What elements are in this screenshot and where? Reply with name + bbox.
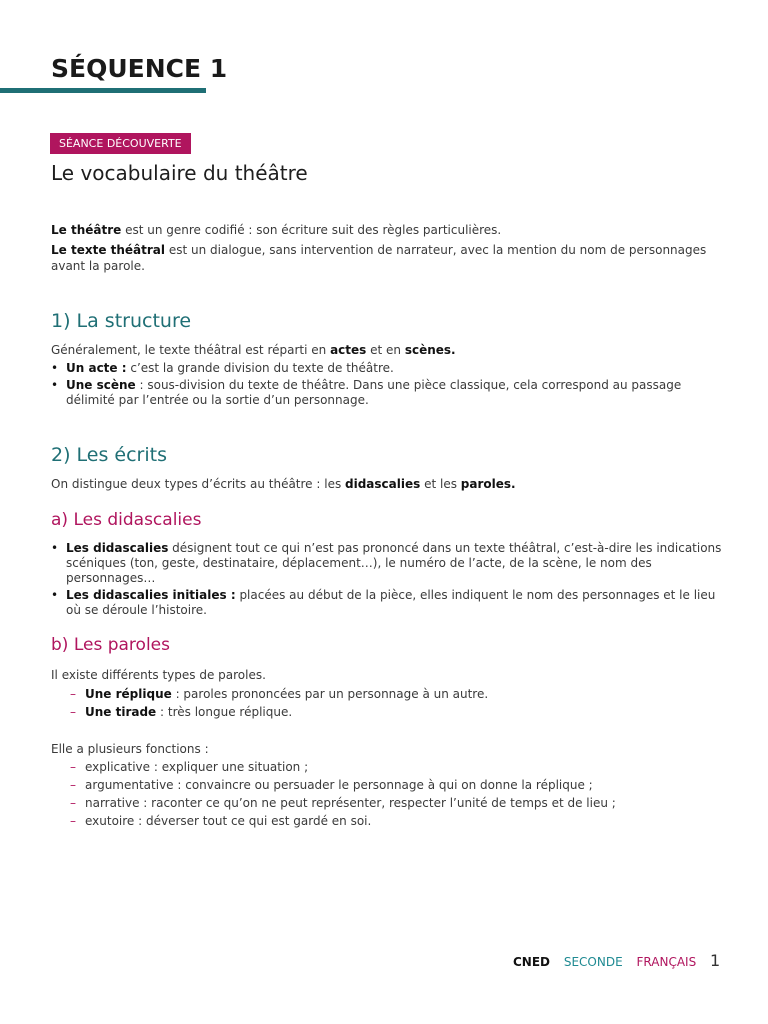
list-item: [70, 777, 730, 793]
dash-icon: –: [70, 705, 76, 719]
functions-lead: Elle a plusieurs fonctions :: [51, 742, 209, 756]
bullet-icon: •: [51, 541, 59, 555]
dash-icon: –: [70, 796, 76, 810]
item-text: désignent tout ce qui n’est pas prononcé dans un texte théâtral, c’est-à-dire les indications scéniques (ton, geste, destinataire, déplacement…), le numéro de l’acte, de la scène, le nom des personnages…: [66, 541, 722, 585]
list-item: [70, 704, 730, 720]
list-item: [70, 759, 730, 775]
sequence-underline: [0, 88, 206, 93]
section-heading-ecrits: 2) Les écrits: [51, 444, 167, 466]
item-text: : sous-division du texte de théâtre. Dans une pièce classique, cela correspond au passage délimité par l’entrée ou la sortie d’un personnage.: [66, 378, 682, 407]
dash-icon: –: [70, 814, 76, 828]
section-heading-structure: 1) La structure: [51, 310, 192, 332]
item-text: : paroles prononcées par un personnage à un autre.: [171, 687, 489, 701]
paroles-lead: Il existe différents types de paroles.: [51, 668, 266, 682]
structure-lead: [51, 342, 731, 358]
dash-icon: –: [70, 778, 76, 792]
list-item: [51, 361, 731, 376]
item-text: narrative : raconter ce qu’on ne peut représenter, respecter l’unité de temps et de lieu ;: [85, 796, 616, 810]
session-badge: SÉANCE DÉCOUVERTE: [50, 133, 191, 154]
intro-term: Le théâtre: [51, 223, 122, 237]
intro-term: Le texte théâtral: [51, 243, 166, 257]
lead-text: et les: [420, 477, 461, 491]
sequence-title: SÉQUENCE 1: [51, 54, 228, 83]
item-text: exutoire : déverser tout ce qui est gardé en soi.: [85, 814, 372, 828]
lead-text: et en: [366, 343, 405, 357]
item-text: argumentative : convaincre ou persuader le personnage à qui on donne la réplique ;: [85, 778, 593, 792]
lead-term: paroles.: [460, 477, 516, 491]
ecrits-lead: [51, 476, 731, 492]
item-text: explicative : expliquer une situation ;: [85, 760, 309, 774]
page-title: Le vocabulaire du théâtre: [51, 161, 308, 185]
dash-icon: –: [70, 760, 76, 774]
item-term: Les didascalies initiales :: [66, 588, 236, 602]
item-term: Une scène: [66, 378, 136, 392]
list-item: [51, 588, 731, 618]
intro-paragraph-1: [51, 222, 731, 238]
lead-term: scènes.: [404, 343, 456, 357]
item-term: Une réplique: [85, 687, 172, 701]
lead-text: Généralement, le texte théâtral est réparti en: [51, 343, 331, 357]
item-term: Les didascalies: [66, 541, 169, 555]
item-text: : très longue réplique.: [156, 705, 293, 719]
item-text: placées au début de la pièce, elles indiquent le nom des personnages et le lieu où se déroule l’histoire.: [66, 588, 716, 617]
dash-icon: –: [70, 687, 76, 701]
lead-term: actes: [330, 343, 367, 357]
lead-text: On distingue deux types d’écrits au théâtre : les: [51, 477, 346, 491]
footer-level: SECONDE: [563, 955, 623, 969]
list-item: [51, 541, 731, 586]
footer-org: CNED: [513, 955, 551, 969]
intro-text: est un dialogue, sans intervention de narrateur, avec la mention du nom de personnages avant la parole.: [51, 243, 707, 273]
list-item: [51, 378, 731, 408]
page-footer: [513, 951, 730, 970]
item-text: c’est la grande division du texte de théâtre.: [126, 361, 394, 375]
bullet-icon: •: [51, 588, 59, 602]
item-term: Un acte :: [66, 361, 127, 375]
bullet-icon: •: [51, 361, 59, 375]
footer-subject: FRANÇAIS: [636, 955, 697, 969]
subsection-heading-paroles: b) Les paroles: [51, 635, 170, 655]
intro-paragraph-2: [51, 242, 731, 274]
list-item: [70, 813, 730, 829]
list-item: [70, 686, 730, 702]
bullet-icon: •: [51, 378, 59, 392]
lead-term: didascalies: [345, 477, 421, 491]
intro-text: est un genre codifié : son écriture suit des règles particulières.: [121, 223, 502, 237]
item-term: Une tirade: [85, 705, 157, 719]
list-item: [70, 795, 730, 811]
subsection-heading-didascalies: a) Les didascalies: [51, 510, 202, 530]
page-number: 1: [710, 951, 721, 970]
